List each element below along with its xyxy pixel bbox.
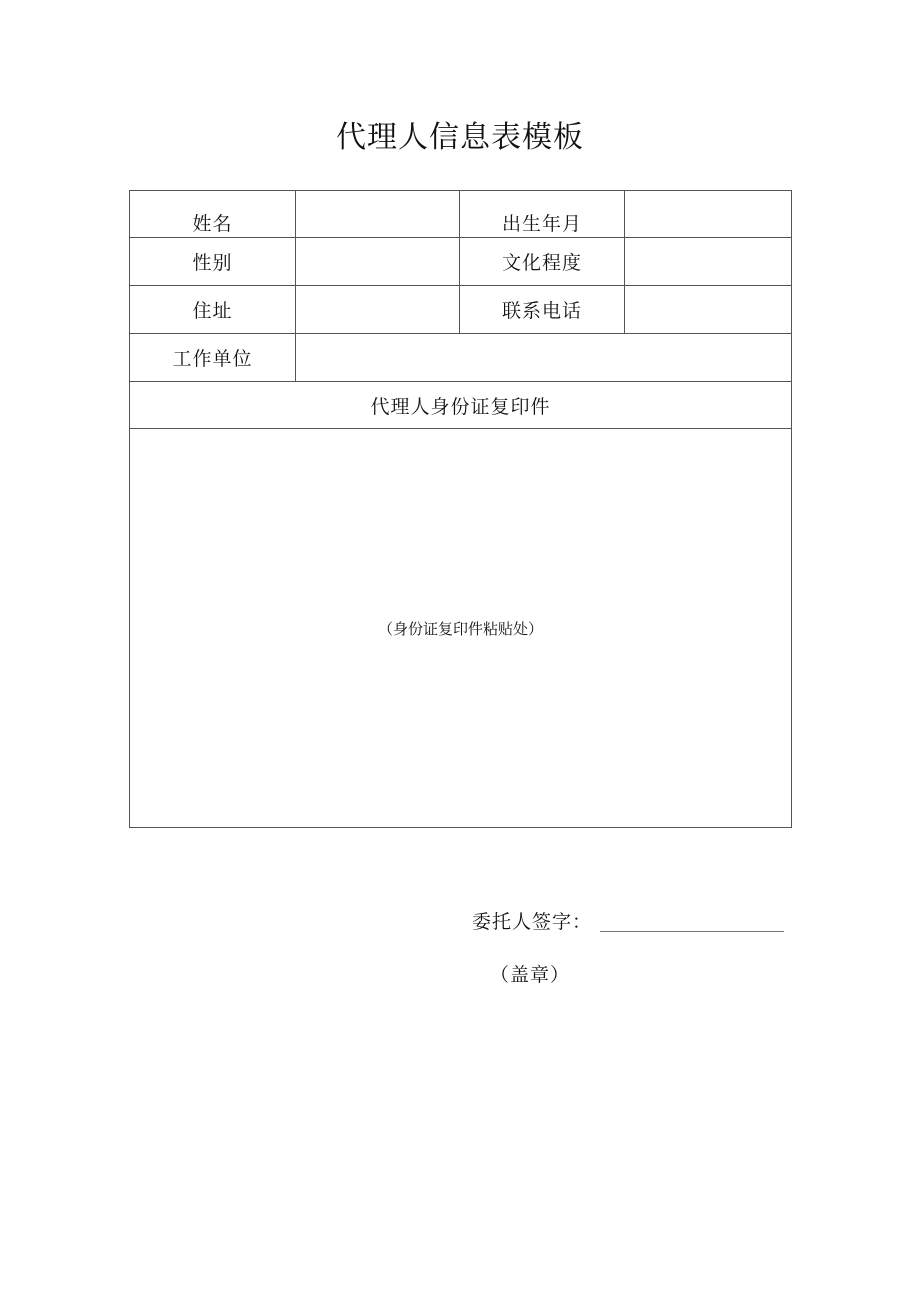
signature-label: 委托人签字： [472, 910, 593, 933]
table-row [130, 334, 792, 382]
signature-line [472, 904, 784, 936]
id-copy-paste-area [130, 429, 792, 828]
gender-field[interactable] [296, 238, 460, 286]
id-copy-section-header: 代理人身份证复印件 [130, 382, 792, 429]
address-field[interactable] [296, 286, 460, 334]
table-row [130, 429, 792, 828]
name-label: 姓名 [130, 191, 296, 238]
agent-info-table [129, 190, 792, 828]
address-label: 住址 [130, 286, 296, 334]
employer-field[interactable] [296, 334, 792, 382]
signature-field[interactable] [600, 909, 784, 932]
table-row [130, 191, 792, 238]
table-row [130, 238, 792, 286]
document-title: 代理人信息表模板 [336, 120, 584, 155]
education-field[interactable] [625, 238, 792, 286]
id-paste-hint: （身份证复印件粘贴处） [377, 620, 543, 638]
education-label: 文化程度 [460, 238, 625, 286]
phone-label: 联系电话 [460, 286, 625, 334]
birth-date-label: 出生年月 [460, 191, 625, 238]
employer-label: 工作单位 [130, 334, 296, 382]
gender-label: 性别 [130, 238, 296, 286]
phone-field[interactable] [625, 286, 792, 334]
table-row [130, 286, 792, 334]
seal-label: （盖章） [490, 964, 571, 986]
table-row [130, 382, 792, 429]
name-field[interactable] [296, 191, 460, 238]
birth-date-field[interactable] [625, 191, 792, 238]
